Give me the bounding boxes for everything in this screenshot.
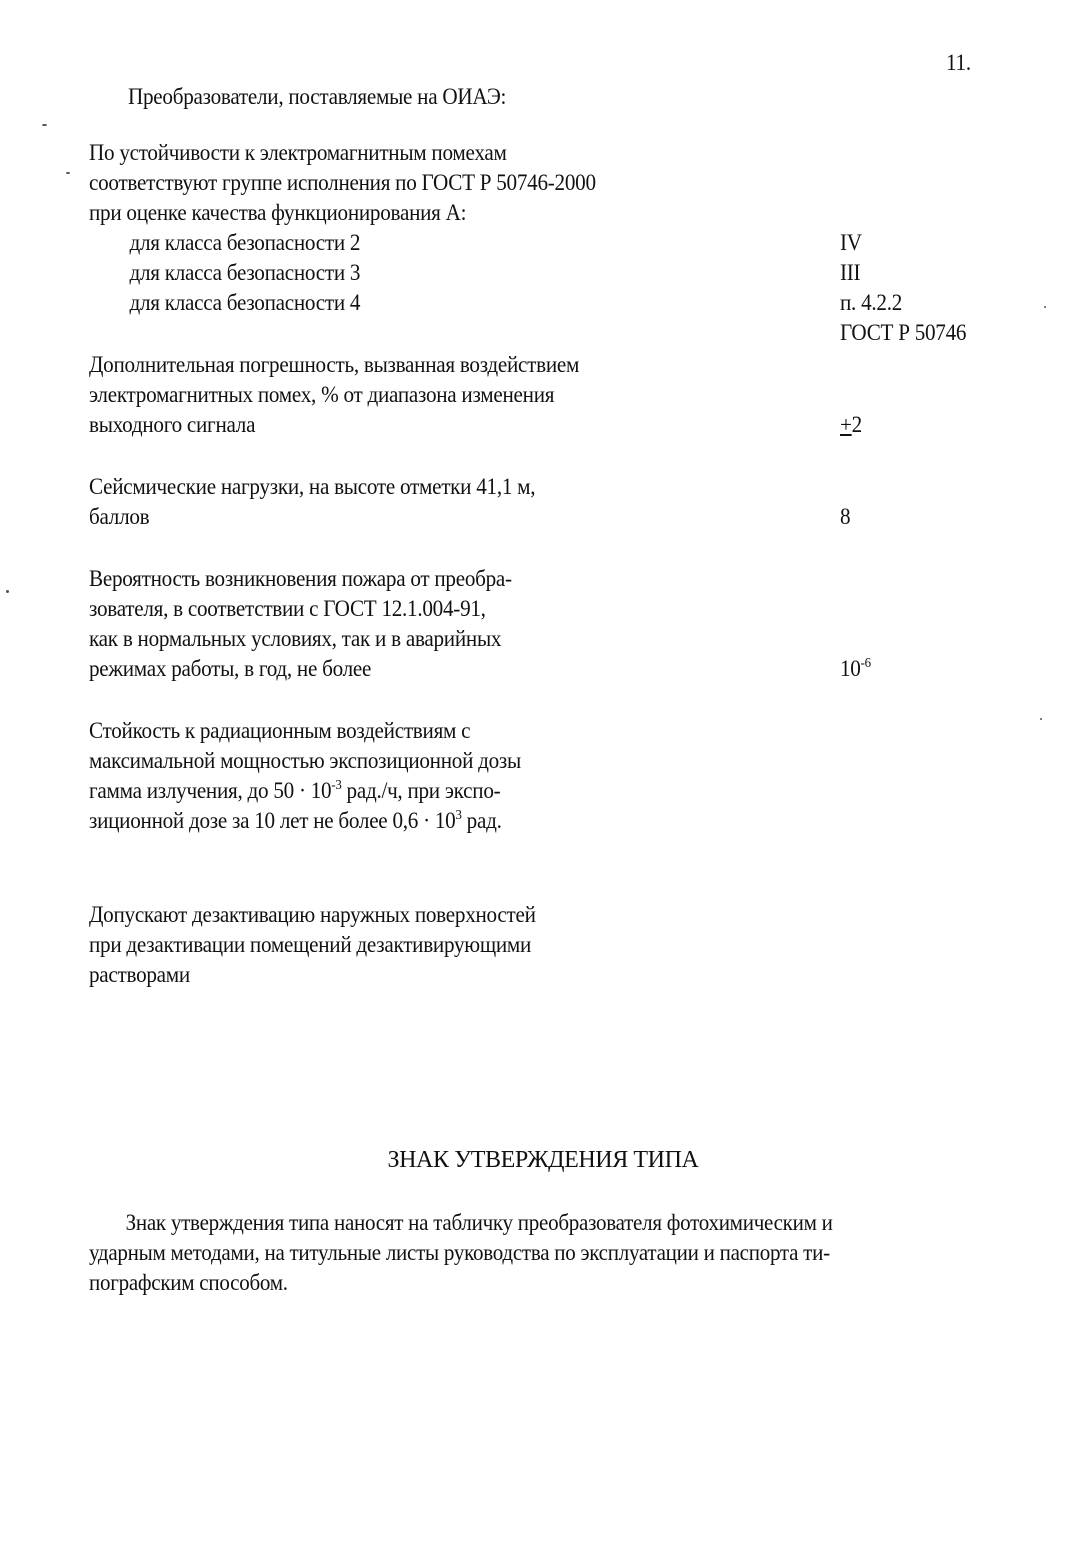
text-line: баллов <box>89 504 150 529</box>
error-description <box>89 350 579 440</box>
scan-speck <box>6 590 9 593</box>
text-line: при дезактивации помещений дезактивирующими <box>89 932 532 957</box>
radiation-description <box>89 716 521 836</box>
class-value: IV <box>840 230 862 255</box>
text-line: зователя, в соответствии с ГОСТ 12.1.004-91, <box>89 596 486 621</box>
emc-values <box>840 228 966 348</box>
class-value: III <box>840 260 861 285</box>
section-heading: ЗНАК УТВЕРЖДЕНИЯ ТИПА <box>387 1147 699 1173</box>
seismic-value: 8 <box>840 504 851 529</box>
text-line: Допускают дезактивацию наружных поверхностей <box>89 902 536 927</box>
class-label: для класса безопасности 2 <box>129 230 361 255</box>
text-line: режимах работы, в год, не более <box>89 656 372 681</box>
text-line: выходного сигнала <box>89 412 256 437</box>
fire-value-base: 10 <box>840 656 861 681</box>
fire-value-exponent: -6 <box>860 656 871 671</box>
text-line: пографским способом. <box>89 1270 288 1295</box>
text-line: ударным методами, на титульные листы руководства по эксплуатации и паспорта ти- <box>89 1240 830 1265</box>
class-value-standard: ГОСТ Р 50746 <box>840 320 967 345</box>
text-line: гамма излучения, до $50 \cdot 10^{-3}$ рад./ч, при экспо- <box>89 778 501 803</box>
emc-description <box>89 138 596 318</box>
text-line: Сейсмические нагрузки, на высоте отметки 41,1 м, <box>89 474 536 499</box>
text-line: как в нормальных условиях, так и в аварийных <box>89 626 502 651</box>
scan-speck <box>66 172 70 174</box>
decontamination-description <box>89 900 536 990</box>
scan-speck <box>1044 306 1046 308</box>
intro-heading: Преобразователи, поставляемые на ОИАЭ: <box>128 84 507 109</box>
page-number: 11. <box>946 50 971 75</box>
text-line: Знак утверждения типа наносят на табличку преобразователя фотохимическим и <box>125 1210 833 1235</box>
error-number: 2 <box>851 412 862 437</box>
fire-value <box>840 654 871 684</box>
text-line: Вероятность возникновения пожара от преобра- <box>89 566 512 591</box>
text-line: электромагнитных помех, % от диапазона изменения <box>89 382 555 407</box>
scan-speck <box>42 124 47 126</box>
text-line: при оценке качества функционирования А: <box>89 200 467 225</box>
class-label: для класса безопасности 4 <box>129 290 361 315</box>
fire-description <box>89 564 512 684</box>
plus-minus-sign: + <box>840 412 852 437</box>
scan-speck <box>1040 718 1042 720</box>
text-line: соответствуют группе исполнения по ГОСТ Р 50746-2000 <box>89 170 596 195</box>
text-line: зиционной дозе за 10 лет не более $0,6 \cdot 10^3$ рад. <box>89 808 502 833</box>
error-value <box>840 410 862 440</box>
class-label: для класса безопасности 3 <box>129 260 361 285</box>
text-line: Стойкость к радиационным воздействиям с <box>89 718 471 743</box>
text-line: максимальной мощностью экспозиционной дозы <box>89 748 521 773</box>
text-line: Дополнительная погрешность, вызванная воздействием <box>89 352 580 377</box>
text-line: растворами <box>89 962 190 987</box>
text-line: По устойчивости к электромагнитным помехам <box>89 140 507 165</box>
seismic-description <box>89 472 535 532</box>
section-paragraph <box>89 1208 833 1298</box>
class-value: п. 4.2.2 <box>840 290 903 315</box>
